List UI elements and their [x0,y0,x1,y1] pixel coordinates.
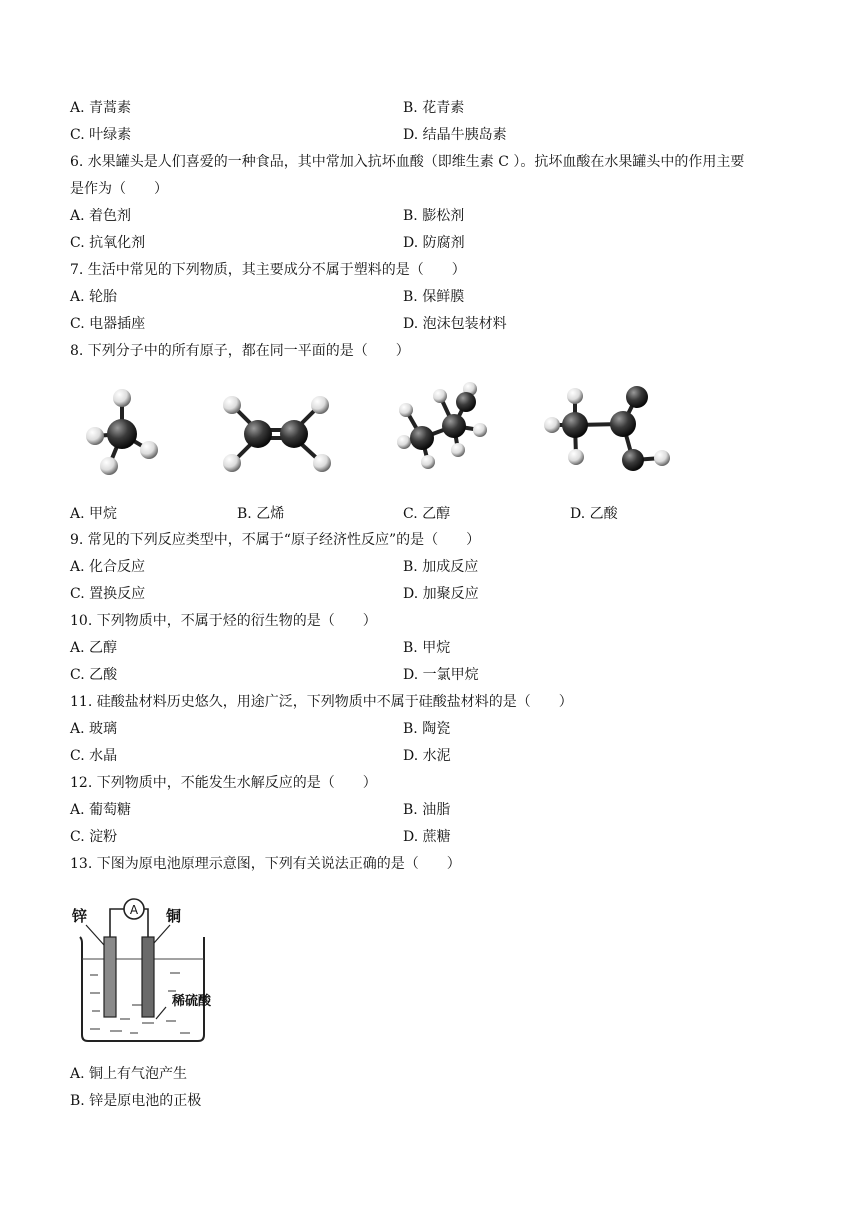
q6-option-c: C. 抗氧化剂 [70,235,146,251]
q13-option-b: B. 锌是原电池的正极 [70,1093,202,1109]
q10-option-c: C. 乙酸 [70,667,118,683]
q9-option-c: C. 置换反应 [70,586,146,602]
q6-stem-line2: 是作为（ ） [70,181,168,197]
q12-option-b: B. 油脂 [403,802,451,818]
ethanol-model-figure [392,380,502,480]
q8-option-c: C. 乙醇 [403,506,451,522]
q7-option-b: B. 保鲜膜 [403,289,465,305]
q13-stem: 13. 下图为原电池原理示意图，下列有关说法正确的是（ ） [70,856,461,872]
q10-option-a: A. 乙醇 [70,640,118,656]
q11-option-d: D. 水泥 [403,748,451,764]
q10-option-d: D. 一氯甲烷 [403,667,479,683]
acetic-acid-model-figure [540,380,680,480]
q10-stem: 10. 下列物质中，不属于烃的衍生物的是（ ） [70,613,377,629]
q11-option-b: B. 陶瓷 [403,721,451,737]
q9-stem: 9. 常见的下列反应类型中，不属于“原子经济性反应”的是（ ） [70,532,481,548]
q8-option-b: B. 乙烯 [237,506,285,522]
q11-option-a: A. 玻璃 [70,721,118,737]
q9-option-d: D. 加聚反应 [403,586,479,602]
q10-option-b: B. 甲烷 [403,640,451,656]
q6-option-d: D. 防腐剂 [403,235,465,251]
galvanic-cell-figure [70,893,230,1048]
copper-label: 铜 [166,907,182,925]
ammeter-label: A [129,903,139,917]
q7-option-d: D. 泡沫包装材料 [403,316,507,332]
q13-option-a: A. 铜上有气泡产生 [70,1066,188,1082]
q7-stem: 7. 生活中常见的下列物质，其主要成分不属于塑料的是（ ） [70,262,466,278]
q8-option-d: D. 乙酸 [570,506,618,522]
q8-stem: 8. 下列分子中的所有原子，都在同一平面的是（ ） [70,343,410,359]
q11-option-c: C. 水晶 [70,748,118,764]
zinc-label: 锌 [72,907,88,925]
q7-option-a: A. 轮胎 [70,289,118,305]
q6-stem-line1: 6. 水果罐头是人们喜爱的一种食品，其中常加入抗坏血酸（即维生素 C ）。抗坏血酸在水果罐头中的作用主要 [70,154,745,170]
methane-model-figure [75,378,175,488]
q5-option-d: D. 结晶牛胰岛素 [403,127,507,143]
q12-option-a: A. 葡萄糖 [70,802,132,818]
q8-option-a: A. 甲烷 [70,506,118,522]
q9-option-b: B. 加成反应 [403,559,479,575]
dilute-sulfuric-acid-label: 稀硫酸 [172,994,212,1009]
q5-option-c: C. 叶绿素 [70,127,132,143]
q12-stem: 12. 下列物质中，不能发生水解反应的是（ ） [70,775,377,791]
q12-option-d: D. 蔗糖 [403,829,451,845]
q6-option-b: B. 膨松剂 [403,208,465,224]
q11-stem: 11. 硅酸盐材料历史悠久，用途广泛，下列物质中不属于硅酸盐材料的是（ ） [70,694,573,710]
q5-option-b: B. 花青素 [403,100,465,116]
q6-option-a: A. 着色剂 [70,208,132,224]
q5-option-a: A. 青蒿素 [70,100,132,116]
q7-option-c: C. 电器插座 [70,316,146,332]
q12-option-c: C. 淀粉 [70,829,118,845]
ethylene-model-figure [212,385,342,485]
q9-option-a: A. 化合反应 [70,559,146,575]
